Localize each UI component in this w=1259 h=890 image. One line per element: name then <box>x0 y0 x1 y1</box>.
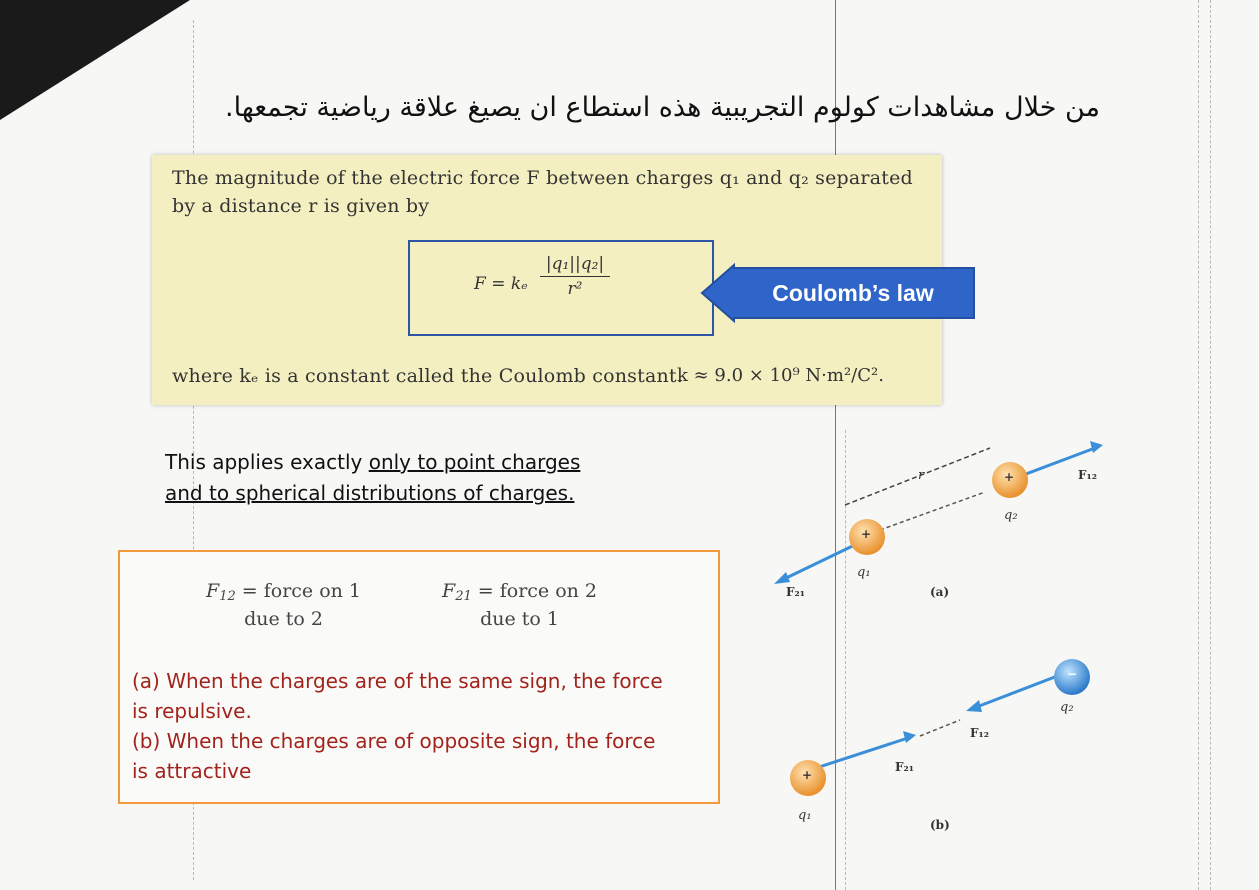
definition-line-1: The magnitude of the electric force F between charges q₁ and q₂ separated <box>172 167 913 189</box>
f21-definition <box>442 580 597 630</box>
formula-lhs: F = kₑ <box>474 274 528 294</box>
q1-label-a: q₁ <box>857 565 871 580</box>
formula-denominator: r² <box>567 279 583 299</box>
f21-label-a: F₂₁ <box>786 585 806 599</box>
coulombs-law-callout <box>700 263 976 323</box>
formula-numerator: |q₁||q₂| <box>540 254 610 277</box>
q1-label-b: q₁ <box>798 808 812 823</box>
axis-dashed-line-b <box>920 720 960 736</box>
force-arrow-f21-b <box>974 675 1060 708</box>
arabic-title: من خلال مشاهدات كولوم التجريبية هذه استطاع ان يصيغ علاقة رياضية تجمعها. <box>225 92 1100 123</box>
formula-fraction <box>540 254 610 299</box>
axis-dashed-line <box>880 492 985 530</box>
force-definition-box <box>118 550 720 804</box>
minus-sign-q2-b: − <box>1067 667 1078 681</box>
force-arrowhead-f21-b <box>966 700 982 712</box>
statement-b-line-1: (b) When the charges are of opposite sign, the force <box>132 729 656 753</box>
diagram-graphics <box>760 430 1130 850</box>
f21-due: due to 1 <box>480 608 559 630</box>
f12-label-a: F₁₂ <box>1078 468 1098 482</box>
statement-b-line-2: is attractive <box>132 759 252 783</box>
f21-subscript: 21 <box>455 589 472 604</box>
distance-label: r <box>918 468 925 483</box>
f12-definition <box>206 580 361 630</box>
f12-text: = force on 1 <box>235 580 362 602</box>
definition-line-2: by a distance r is given by <box>172 195 430 217</box>
scan-corner-shadow <box>0 0 190 120</box>
coulomb-constant-value: k ≈ 9.0 × 10⁹ N·m²/C². <box>677 365 884 386</box>
scan-fold-line <box>1198 0 1199 890</box>
definition-line-3: where kₑ is a constant called the Coulomb constant. <box>172 365 684 387</box>
f21-label-b: F₂₁ <box>895 760 915 774</box>
caption-a: (a) <box>930 585 950 599</box>
plus-sign-q2-a: + <box>1004 470 1015 484</box>
force-arrow-f12-b <box>810 738 908 770</box>
coulombs-law-label: Coulomb’s law <box>772 280 934 306</box>
q2-label-a: q₂ <box>1004 508 1018 523</box>
point-charge-note <box>165 447 645 509</box>
force-sign-statements <box>132 666 714 786</box>
statement-a-line-1: (a) When the charges are of the same sign, the force <box>132 669 663 693</box>
note-prefix: This applies exactly <box>165 450 369 474</box>
formula-box <box>408 240 714 336</box>
force-arrowhead-f12-a <box>1090 441 1103 453</box>
f21-text: = force on 2 <box>471 580 598 602</box>
plus-sign-q1-b: + <box>802 768 813 782</box>
f12-subscript: 12 <box>219 589 236 604</box>
f12-due: due to 2 <box>244 608 323 630</box>
f12-symbol: F <box>206 580 220 602</box>
scan-fold-line <box>1210 0 1211 890</box>
force-arrowhead-f21-a <box>774 572 790 584</box>
note-underlined-2: and to spherical distributions of charges. <box>165 481 575 505</box>
statement-a-line-2: is repulsive. <box>132 699 252 723</box>
charge-force-diagram <box>760 430 1130 850</box>
caption-b: (b) <box>930 818 950 832</box>
f12-label-b: F₁₂ <box>970 726 990 740</box>
q2-label-b: q₂ <box>1060 700 1074 715</box>
f21-symbol: F <box>442 580 456 602</box>
force-arrowhead-f12-b <box>903 731 916 743</box>
note-underlined-1: only to point charges <box>368 450 581 474</box>
plus-sign-q1-a: + <box>861 527 872 541</box>
